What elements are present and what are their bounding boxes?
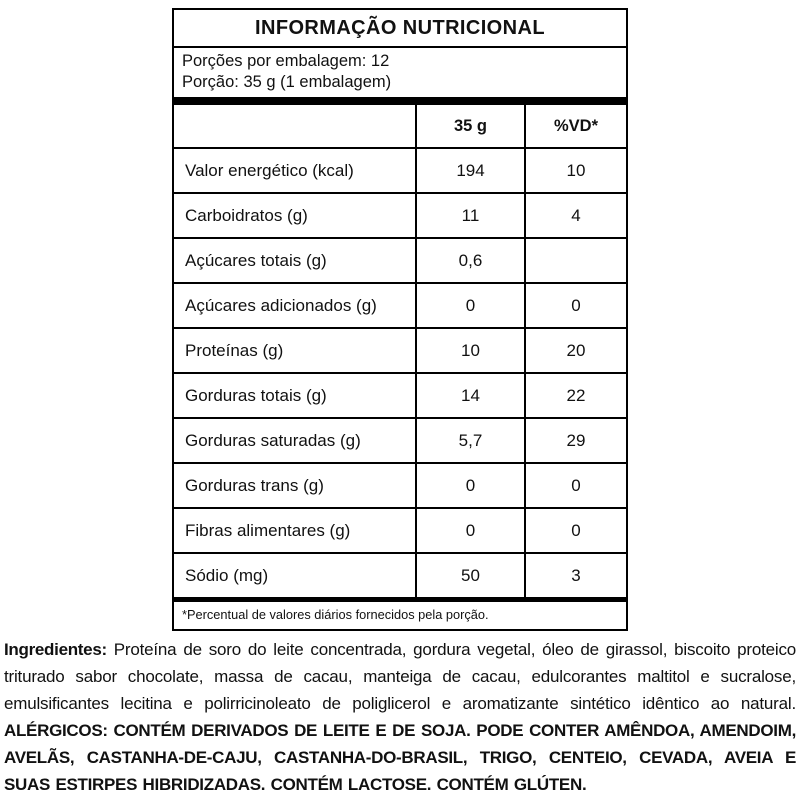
- table-footnote: *Percentual de valores diários fornecidos pela porção.: [182, 607, 489, 622]
- table-row-saturated-fat: [174, 417, 626, 462]
- serving-info: [174, 48, 626, 97]
- table-row-total-fat: [174, 372, 626, 417]
- nutrient-quantity: 194: [415, 149, 524, 192]
- nutrient-daily-value: 10: [524, 149, 626, 192]
- ingredients-paragraph: [4, 636, 796, 798]
- column-header-daily-value: %VD*: [524, 105, 626, 147]
- nutrition-table: [172, 8, 628, 631]
- nutrient-quantity: 0: [415, 464, 524, 507]
- nutrient-daily-value: 4: [524, 194, 626, 237]
- ingredients-text: Proteína de soro do leite concentrada, gordura vegetal, óleo de girassol, biscoito proteico triturado sabor chocolate, massa de cacau, manteiga de cacau, edulcorantes maltitol e sucralose, emulsificantes lecitina e polirricinoleato de poliglicerol e aromatizante sintético idêntico ao natural.: [4, 640, 796, 713]
- table-row-fiber: [174, 507, 626, 552]
- table-row-added-sugars: [174, 282, 626, 327]
- table-row-carbs: [174, 192, 626, 237]
- nutrient-label: Gorduras totais (g): [185, 385, 327, 405]
- nutrient-daily-value: 29: [524, 419, 626, 462]
- nutrient-daily-value: 20: [524, 329, 626, 372]
- ingredients-label: Ingredientes:: [4, 640, 107, 659]
- table-row-sodium: [174, 552, 626, 597]
- column-header-quantity: 35 g: [415, 105, 524, 147]
- serving-size: Porção: 35 g (1 embalagem): [182, 73, 392, 91]
- nutrient-label: Açúcares adicionados (g): [185, 295, 377, 315]
- nutrient-daily-value: 0: [524, 284, 626, 327]
- nutrient-quantity: 0,6: [415, 239, 524, 282]
- divider-bar-top: [174, 97, 626, 105]
- allergen-statement: ALÉRGICOS: CONTÉM DERIVADOS DE LEITE E DE SOJA. PODE CONTER AMÊNDOA, AMENDOIM, AVELÃS, CASTANHA-DE-CAJU, CASTANHA-DO-BRASIL, TRIGO, CENTEIO, CEVADA, AVEIA E SUAS ESTIRPES HIBRIDIZADAS. CONTÉM LACTOSE. CONTÉM GLÚTEN.: [4, 721, 796, 794]
- nutrient-label: Açúcares totais (g): [185, 250, 327, 270]
- table-row-total-sugars: [174, 237, 626, 282]
- table-header-row: [174, 105, 626, 147]
- nutrient-quantity: 5,7: [415, 419, 524, 462]
- nutrient-quantity: 50: [415, 554, 524, 597]
- column-header-empty: [174, 105, 415, 147]
- nutrient-label: Fibras alimentares (g): [185, 520, 351, 540]
- table-row-protein: [174, 327, 626, 372]
- nutrient-daily-value: [524, 239, 626, 282]
- nutrient-label: Sódio (mg): [185, 565, 269, 585]
- nutrient-label: Valor energético (kcal): [185, 160, 354, 180]
- nutrient-daily-value: 0: [524, 464, 626, 507]
- nutrient-daily-value: 0: [524, 509, 626, 552]
- nutrient-daily-value: 22: [524, 374, 626, 417]
- nutrient-quantity: 11: [415, 194, 524, 237]
- table-row-energy: [174, 147, 626, 192]
- nutrient-quantity: 14: [415, 374, 524, 417]
- nutrient-quantity: 0: [415, 509, 524, 552]
- nutrient-quantity: 0: [415, 284, 524, 327]
- nutrient-quantity: 10: [415, 329, 524, 372]
- servings-per-package: Porções por embalagem: 12: [182, 52, 390, 70]
- table-row-trans-fat: [174, 462, 626, 507]
- nutrient-daily-value: 3: [524, 554, 626, 597]
- table-title: INFORMAÇÃO NUTRICIONAL: [174, 10, 626, 48]
- nutrient-label: Gorduras trans (g): [185, 475, 324, 495]
- nutrient-label: Gorduras saturadas (g): [185, 430, 361, 450]
- nutrient-label: Proteínas (g): [185, 340, 284, 360]
- nutrient-label: Carboidratos (g): [185, 205, 308, 225]
